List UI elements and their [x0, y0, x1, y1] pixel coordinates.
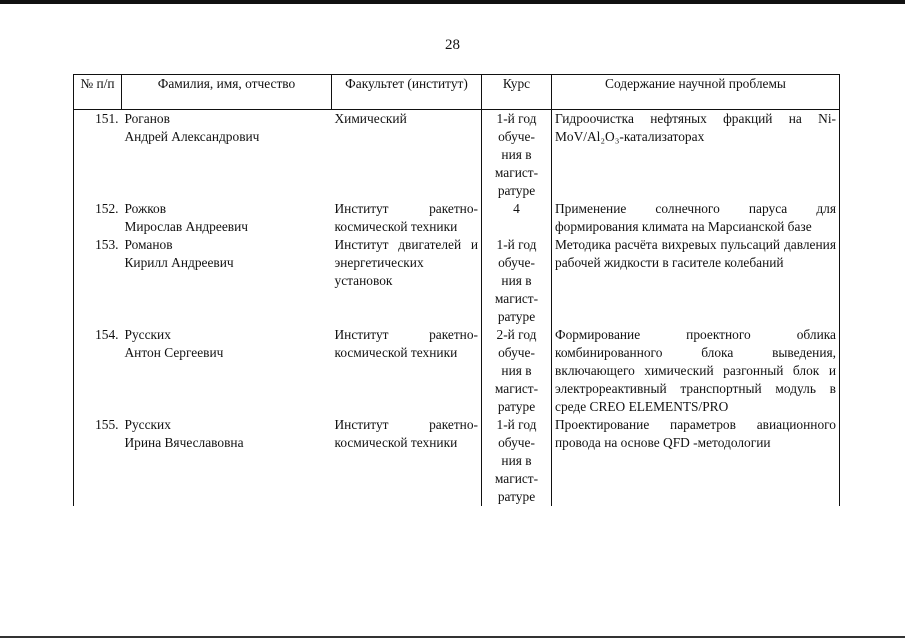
course [482, 236, 552, 326]
course-line: ния в [501, 273, 532, 288]
course [482, 110, 552, 201]
student-given-names: Ирина Вячеславовна [124, 435, 244, 450]
header-name: Фамилия, имя, отчество [122, 75, 332, 110]
course-line: ратуре [497, 183, 536, 198]
course-line: ния в [501, 147, 532, 162]
course-line: обуче- [498, 435, 535, 450]
research-topic: Проектирование параметров авиационного провода на основе QFD -методологии [552, 416, 840, 506]
header-topic: Содержание научной проблемы [552, 75, 840, 110]
student-name [122, 236, 332, 326]
faculty: Институт ракетно-космической техники [334, 201, 478, 234]
table-body [74, 110, 840, 507]
course-line: магист- [494, 165, 539, 180]
header-faculty: Факультет (институт) [332, 75, 482, 110]
student-surname: Русских [124, 417, 171, 432]
faculty: Институт ракетно-космической техники [334, 417, 478, 450]
page-number: 28 [445, 37, 460, 53]
row-number: 154. [74, 326, 122, 416]
row-number: 152. [74, 200, 122, 236]
research-topic: Применение солнечного паруса для формирования климата на Марсианской базе [552, 200, 840, 236]
course [482, 416, 552, 506]
course-line: 2-й год [496, 327, 537, 342]
student-surname: Рожков [124, 201, 167, 216]
student-given-names: Антон Сергеевич [124, 345, 224, 360]
student-surname: Русских [124, 327, 171, 342]
research-topic: Гидроочистка нефтяных фракций на Ni-MoV/Al₂O₃-катализаторах [552, 110, 840, 201]
course-line: магист- [494, 471, 539, 486]
course-line: обуче- [498, 255, 535, 270]
table-row [74, 110, 840, 201]
course-line: 4 [513, 201, 520, 216]
students-table [73, 74, 840, 506]
table-row [74, 236, 840, 326]
top-border-rule [0, 0, 905, 4]
student-given-names: Мирослав Андреевич [124, 219, 248, 234]
faculty: Институт двигателей и энергетических установок [334, 237, 478, 288]
table-row [74, 416, 840, 506]
course-line: 1-й год [496, 111, 537, 126]
course-line: 1-й год [496, 417, 537, 432]
header-number: № п/п [74, 75, 122, 110]
course-line: ния в [501, 363, 532, 378]
table-row [74, 326, 840, 416]
course-line: магист- [494, 381, 539, 396]
course [482, 200, 552, 236]
student-name [122, 416, 332, 506]
student-given-names: Андрей Александрович [124, 129, 260, 144]
faculty: Институт ракетно-космической техники [334, 327, 478, 360]
course-line: ратуре [497, 399, 536, 414]
course-line: обуче- [498, 345, 535, 360]
course-line: 1-й год [496, 237, 537, 252]
bottom-border-rule [0, 636, 905, 638]
research-topic: Формирование проектного облика комбинированного блока выведения, включающего химический разгонный блок и электрореактивный транспортный модуль в среде CREO ELEMENTS/PRO [552, 326, 840, 416]
header-course: Курс [482, 75, 552, 110]
course [482, 326, 552, 416]
table-row [74, 200, 840, 236]
student-name [122, 326, 332, 416]
table-header [74, 75, 840, 110]
faculty: Химический [334, 111, 407, 126]
course-line: ратуре [497, 309, 536, 324]
research-topic: Методика расчёта вихревых пульсаций давления рабочей жидкости в гасителе колебаний [552, 236, 840, 326]
student-given-names: Кирилл Андреевич [124, 255, 234, 270]
row-number: 151. [74, 110, 122, 201]
student-name [122, 110, 332, 201]
student-name [122, 200, 332, 236]
course-line: обуче- [498, 129, 535, 144]
course-line: ния в [501, 453, 532, 468]
course-line: ратуре [497, 489, 536, 504]
row-number: 153. [74, 236, 122, 326]
student-surname: Романов [124, 237, 173, 252]
row-number: 155. [74, 416, 122, 506]
course-line: магист- [494, 291, 539, 306]
student-surname: Роганов [124, 111, 170, 126]
